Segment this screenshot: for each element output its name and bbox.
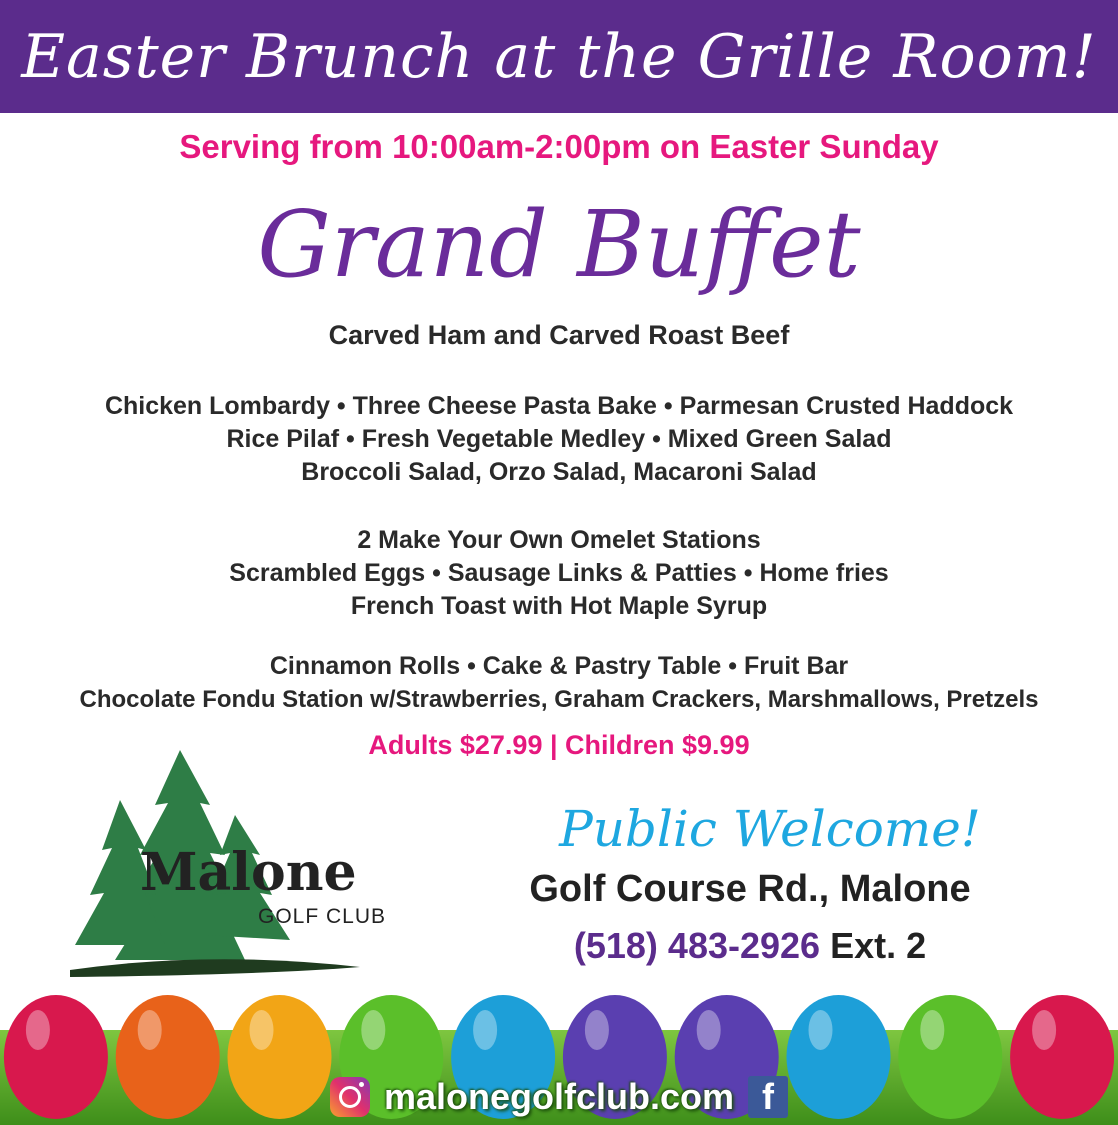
egg-highlight [361,1010,385,1050]
logo-name: Malone [140,842,357,903]
menu-block-mains [0,390,1118,489]
phone-number: (518) 483-2926 [573,925,821,966]
menu-block-desserts [0,650,1118,716]
header-banner [0,0,1118,113]
menu-line: French Toast with Hot Maple Syrup [350,592,768,620]
menu-line: 2 Make Your Own Omelet Stations [357,526,761,554]
facebook-icon[interactable]: f [748,1076,788,1118]
egg-highlight [585,1010,609,1050]
menu-line: Chicken Lombardy • Three Cheese Pasta Bake • Parmesan Crusted Haddock [104,392,1014,420]
egg-highlight [697,1010,721,1050]
egg-highlight [250,1010,274,1050]
menu-block-breakfast [0,524,1118,623]
address: Golf Course Rd., Malone [529,868,971,910]
phone [500,925,1000,967]
menu-line: Chocolate Fondu Station w/Strawberries, Graham Crackers, Marshmallows, Pretzels [79,686,1039,713]
phone-extension: Ext. 2 [830,925,927,966]
menu-line: Broccoli Salad, Orzo Salad, Macaroni Salad [301,458,817,486]
egg-highlight [920,1010,944,1050]
footer [0,1072,1118,1122]
website-link[interactable]: malonegolfclub.com [383,1076,735,1117]
egg-highlight [138,1010,162,1050]
egg-highlight [809,1010,833,1050]
prices: Adults $27.99 | Children $9.99 [368,730,750,760]
egg-highlight [1032,1010,1056,1050]
egg-highlight [473,1010,497,1050]
instagram-icon[interactable] [330,1077,370,1117]
menu-line: Scrambled Eggs • Sausage Links & Patties • Home fries [229,559,889,587]
menu-line: Cinnamon Rolls • Cake & Pastry Table • Fruit Bar [269,652,849,680]
menu-line: Rice Pilaf • Fresh Vegetable Medley • Mixed Green Salad [226,425,892,453]
serving-hours: Serving from 10:00am-2:00pm on Easter Sunday [179,128,939,165]
logo-subtitle: GOLF CLUB [258,905,387,928]
header-title: Easter Brunch at the Grille Room! [21,21,1097,92]
grand-buffet-title: Grand Buffet [257,191,861,298]
carved-items: Carved Ham and Carved Roast Beef [328,320,790,350]
public-welcome: Public Welcome! [559,800,981,858]
egg-highlight [26,1010,50,1050]
